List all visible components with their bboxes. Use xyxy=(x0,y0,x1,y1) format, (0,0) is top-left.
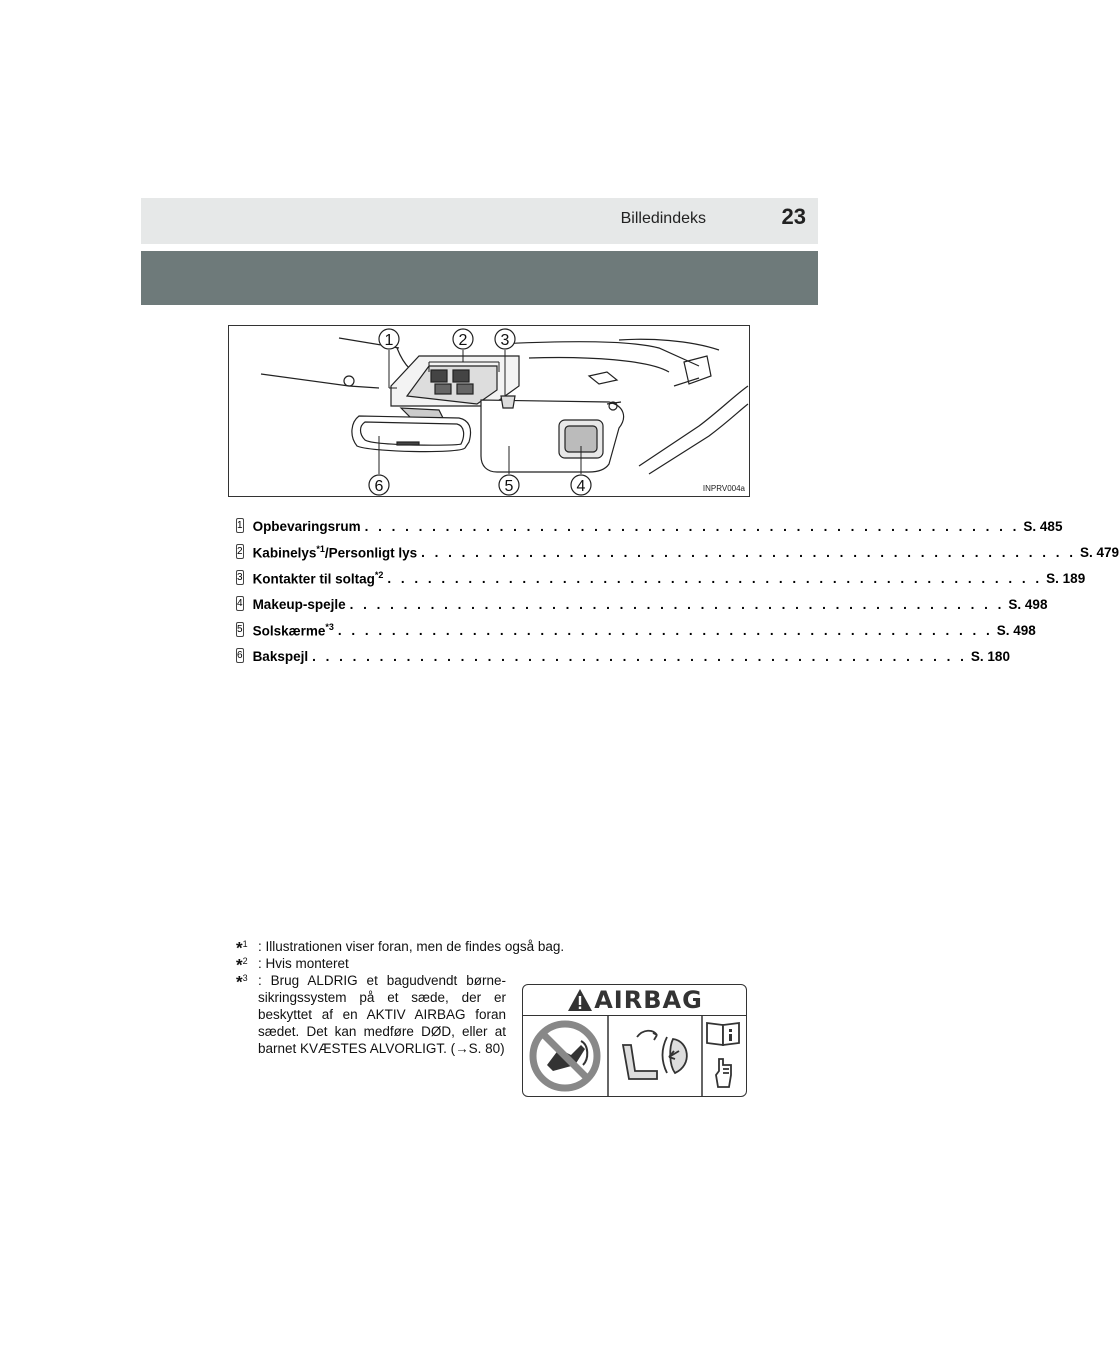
no-child-seat-icon xyxy=(533,1024,597,1088)
page-ref-link[interactable]: S. 498 xyxy=(996,623,1036,638)
overhead-illustration xyxy=(228,325,750,497)
seat-airbag-icon xyxy=(623,1031,687,1079)
index-list xyxy=(236,508,1119,664)
airbag-label-header xyxy=(523,985,746,1016)
leader-dots: . . . . . . . . . . . . . . . . . . . . . . . . . . . . . . . . . . . . . . . . . . . . . . . . . xyxy=(312,649,967,664)
callout-4: 4 xyxy=(576,478,586,495)
leader-dots: . . . . . . . . . . . . . . . . . . . . . . . . . . . . . . . . . . . . . . . . . . . . . . . . . xyxy=(337,623,993,638)
item-number: 6 xyxy=(237,650,243,661)
warning-triangle-icon xyxy=(567,988,593,1012)
section-title: Billedindeks xyxy=(620,210,706,227)
footnote-2: *$^2$ : Hvis monteret xyxy=(236,955,349,975)
leader-dots: . . . . . . . . . . . . . . . . . . . . . . . . . . . . . . . . . . . . . . . . . . . . . . . . . xyxy=(421,545,1076,560)
airbag-word: AIRBAG xyxy=(594,986,703,1014)
item-label: Kabinelys$^{*1}$/Personligt lys xyxy=(252,543,418,560)
footnote-3: *$^3$ : Brug ALDRIG et bagudvendt børne-sikringssystem på et sæde, der er beskyttet af en AKTIV AIRBAG foran sædet. Det kan medføre DØD, eller at barnet KVÆSTES ALVORLIGT. (→S. 80) xyxy=(236,972,506,1056)
section-banner xyxy=(141,251,818,305)
header-bar xyxy=(141,198,818,244)
item-number: 2 xyxy=(237,546,243,557)
leader-dots: . . . . . . . . . . . . . . . . . . . . . . . . . . . . . . . . . . . . . . . . . . . . . . . . . xyxy=(364,519,1020,534)
callout-1: 1 xyxy=(384,332,394,349)
callout-5: 5 xyxy=(504,478,514,495)
list-item xyxy=(236,586,1048,612)
list-item xyxy=(236,560,1086,586)
item-number: 5 xyxy=(237,624,243,635)
list-item xyxy=(236,638,1010,664)
list-item xyxy=(236,534,1119,560)
leader-dots: . . . . . . . . . . . . . . . . . . . . . . . . . . . . . . . . . . . . . . . . . . . . . . . . . xyxy=(349,597,1005,612)
page-ref-link[interactable]: S. 479 xyxy=(1079,545,1119,560)
list-item xyxy=(236,508,1063,534)
page-ref-link[interactable]: S. 498 xyxy=(1008,597,1048,612)
manual-book-icon xyxy=(707,1023,739,1087)
item-label: Bakspejl xyxy=(252,649,309,664)
airbag-warning-label xyxy=(522,984,747,1097)
callout-6: 6 xyxy=(374,478,384,495)
item-number: 4 xyxy=(237,598,243,609)
list-item xyxy=(236,612,1036,638)
airbag-label-body xyxy=(523,1015,746,1097)
page-number: 23 xyxy=(781,204,806,229)
page-ref-link[interactable]: S. 180 xyxy=(970,649,1010,664)
overhead-console-drawing xyxy=(229,326,749,496)
item-label: Opbevaringsrum xyxy=(252,519,361,534)
item-label: Kontakter til soltag$^{*2}$ xyxy=(252,569,384,586)
footnote-1: *$^1$ : Illustrationen viser foran, men de findes også bag. xyxy=(236,938,565,958)
item-number: 1 xyxy=(237,520,243,531)
leader-dots: . . . . . . . . . . . . . . . . . . . . . . . . . . . . . . . . . . . . . . . . . . . . . . . . . xyxy=(387,571,1043,586)
page-ref-link[interactable]: S. 189 xyxy=(1046,571,1086,586)
figure-code: INPRV004a xyxy=(702,484,745,493)
callout-2: 2 xyxy=(458,332,468,349)
page-ref-link[interactable]: S. 485 xyxy=(1023,519,1063,534)
callout-3: 3 xyxy=(500,332,510,349)
item-number: 3 xyxy=(237,572,243,583)
footnotes xyxy=(236,938,565,1057)
item-label: Solskærme$^{*3}$ xyxy=(252,621,334,638)
item-label: Makeup-spejle xyxy=(252,597,346,612)
